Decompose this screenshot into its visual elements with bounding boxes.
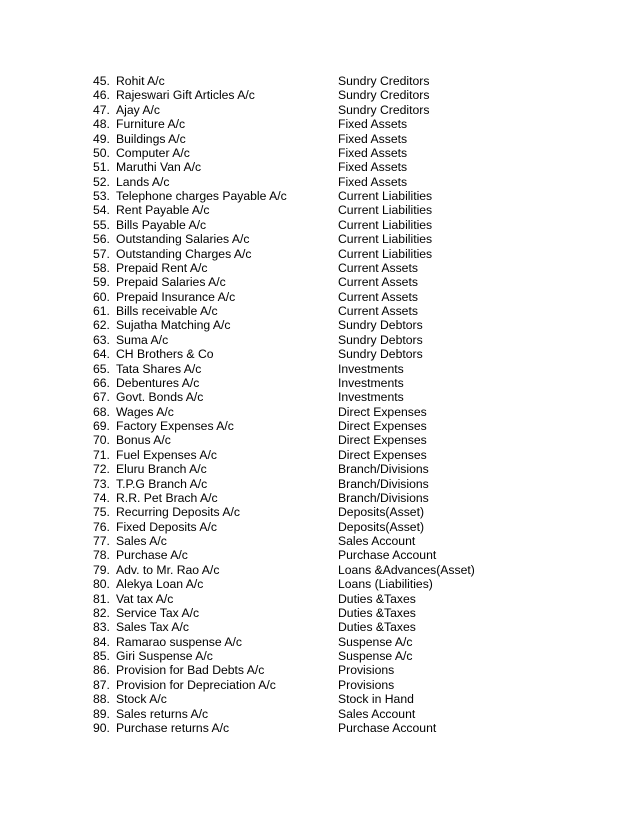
ledger-group: Branch/Divisions bbox=[338, 490, 429, 505]
ledger-name: Outstanding Salaries A/c bbox=[116, 232, 250, 247]
list-item bbox=[93, 160, 513, 174]
list-item bbox=[93, 390, 513, 404]
item-number: 46. bbox=[93, 88, 110, 103]
ledger-name: Eluru Branch A/c bbox=[116, 462, 207, 477]
item-number: 76. bbox=[93, 519, 110, 534]
ledger-group: Duties &Taxes bbox=[338, 591, 416, 606]
ledger-name: Adv. to Mr. Rao A/c bbox=[116, 562, 220, 577]
item-number: 57. bbox=[93, 246, 110, 261]
ledger-name: Tata Shares A/c bbox=[116, 361, 202, 376]
item-number: 49. bbox=[93, 131, 110, 146]
item-number: 81. bbox=[93, 591, 110, 606]
ledger-name: Provision for Bad Debts A/c bbox=[116, 663, 265, 678]
ledger-name: Computer A/c bbox=[116, 145, 190, 160]
ledger-group: Investments bbox=[338, 361, 404, 376]
list-item bbox=[93, 649, 513, 663]
list-item bbox=[93, 534, 513, 548]
ledger-group: Branch/Divisions bbox=[338, 476, 429, 491]
ledger-name: Outstanding Charges A/c bbox=[116, 246, 252, 261]
ledger-name: Service Tax A/c bbox=[116, 605, 200, 620]
ledger-name: Lands A/c bbox=[116, 174, 170, 189]
item-number: 56. bbox=[93, 232, 110, 247]
item-number: 58. bbox=[93, 260, 110, 275]
item-number: 72. bbox=[93, 462, 110, 477]
list-item bbox=[93, 232, 513, 246]
ledger-group: Direct Expenses bbox=[338, 447, 427, 462]
ledger-name: Purchase returns A/c bbox=[116, 720, 230, 735]
ledger-name: CH Brothers & Co bbox=[116, 347, 214, 362]
item-number: 65. bbox=[93, 361, 110, 376]
list-item bbox=[93, 103, 513, 117]
ledger-name: Prepaid Salaries A/c bbox=[116, 275, 226, 290]
ledger-group: Fixed Assets bbox=[338, 117, 408, 132]
ledger-group: Current Assets bbox=[338, 304, 418, 318]
item-number: 47. bbox=[93, 102, 110, 117]
item-number: 86. bbox=[93, 663, 110, 678]
ledger-name: Govt. Bonds A/c bbox=[116, 390, 204, 405]
ledger-name: Maruthi Van A/c bbox=[116, 160, 202, 175]
ledger-group: Branch/Divisions bbox=[338, 462, 429, 477]
ledger-group: Investments bbox=[338, 390, 404, 405]
ledger-group: Fixed Assets bbox=[338, 131, 408, 146]
ledger-name: Furniture A/c bbox=[116, 117, 186, 132]
ledger-name: Prepaid Insurance A/c bbox=[116, 289, 236, 304]
ledger-name: Buildings A/c bbox=[116, 131, 186, 146]
item-number: 50. bbox=[93, 145, 110, 160]
ledger-group: Deposits(Asset) bbox=[338, 505, 425, 520]
ledger-group: Sundry Debtors bbox=[338, 347, 423, 362]
ledger-group: Current Liabilities bbox=[338, 246, 433, 261]
list-item bbox=[93, 663, 513, 677]
list-item bbox=[93, 347, 513, 361]
item-number: 53. bbox=[93, 189, 110, 203]
ledger-group: Provisions bbox=[338, 677, 395, 692]
item-number: 77. bbox=[93, 534, 110, 548]
item-number: 68. bbox=[93, 404, 110, 419]
list-item bbox=[93, 520, 513, 534]
item-number: 87. bbox=[93, 677, 110, 692]
ledger-name: Suma A/c bbox=[116, 332, 169, 347]
ledger-group: Fixed Assets bbox=[338, 160, 408, 175]
list-item bbox=[93, 218, 513, 232]
ledger-group: Fixed Assets bbox=[338, 145, 408, 160]
ledger-name: Sales A/c bbox=[116, 534, 167, 548]
list-item bbox=[93, 203, 513, 217]
list-item bbox=[93, 304, 513, 318]
ledger-name: R.R. Pet Brach A/c bbox=[116, 490, 218, 505]
item-number: 80. bbox=[93, 577, 110, 592]
ledger-group: Sundry Creditors bbox=[338, 74, 430, 88]
item-number: 51. bbox=[93, 160, 110, 175]
list-item bbox=[93, 362, 513, 376]
item-number: 69. bbox=[93, 419, 110, 433]
ledger-group: Purchase Account bbox=[338, 548, 437, 563]
ledger-name: Rohit A/c bbox=[116, 74, 165, 88]
list-item bbox=[93, 132, 513, 146]
list-item bbox=[93, 88, 513, 102]
item-number: 59. bbox=[93, 275, 110, 290]
ledger-group: Current Liabilities bbox=[338, 217, 433, 232]
ledger-group: Current Assets bbox=[338, 289, 418, 304]
list-item bbox=[93, 563, 513, 577]
item-number: 88. bbox=[93, 692, 110, 707]
ledger-group: Current Assets bbox=[338, 275, 418, 290]
list-item bbox=[93, 678, 513, 692]
list-item bbox=[93, 376, 513, 390]
list-item bbox=[93, 189, 513, 203]
ledger-name: Sujatha Matching A/c bbox=[116, 318, 231, 333]
list-item bbox=[93, 433, 513, 447]
ledger-name: Rajeswari Gift Articles A/c bbox=[116, 88, 255, 103]
list-item bbox=[93, 448, 513, 462]
item-number: 78. bbox=[93, 548, 110, 563]
ledger-name: Recurring Deposits A/c bbox=[116, 505, 240, 520]
ledger-name: Stock A/c bbox=[116, 692, 167, 707]
ledger-group: Loans (Liabilities) bbox=[338, 577, 433, 592]
ledger-group: Sales Account bbox=[338, 706, 416, 721]
item-number: 82. bbox=[93, 605, 110, 620]
ledger-group: Current Liabilities bbox=[338, 232, 433, 247]
ledger-name: Debentures A/c bbox=[116, 375, 200, 390]
ledger-group: Duties &Taxes bbox=[338, 620, 416, 635]
list-item bbox=[93, 548, 513, 562]
item-number: 67. bbox=[93, 390, 110, 405]
item-number: 64. bbox=[93, 347, 110, 362]
list-item bbox=[93, 577, 513, 591]
item-number: 63. bbox=[93, 332, 110, 347]
ledger-name: Provision for Depreciation A/c bbox=[116, 677, 276, 692]
item-number: 66. bbox=[93, 375, 110, 390]
ledger-name: Factory Expenses A/c bbox=[116, 419, 234, 433]
ledger-name: T.P.G Branch A/c bbox=[116, 476, 208, 491]
ledger-group: Purchase Account bbox=[338, 720, 437, 735]
item-number: 74. bbox=[93, 490, 110, 505]
item-number: 73. bbox=[93, 476, 110, 491]
ledger-group: Direct Expenses bbox=[338, 419, 427, 433]
ledger-group: Deposits(Asset) bbox=[338, 519, 425, 534]
ledger-group: Provisions bbox=[338, 663, 395, 678]
list-item bbox=[93, 405, 513, 419]
item-number: 60. bbox=[93, 289, 110, 304]
item-number: 90. bbox=[93, 720, 110, 735]
list-item bbox=[93, 290, 513, 304]
ledger-name: Bills receivable A/c bbox=[116, 304, 218, 318]
list-item bbox=[93, 707, 513, 721]
item-number: 83. bbox=[93, 620, 110, 635]
list-item bbox=[93, 620, 513, 634]
ledger-group: Fixed Assets bbox=[338, 174, 408, 189]
ledger-list bbox=[93, 74, 513, 735]
item-number: 75. bbox=[93, 505, 110, 520]
ledger-name: Telephone charges Payable A/c bbox=[116, 189, 287, 203]
item-number: 84. bbox=[93, 634, 110, 649]
item-number: 45. bbox=[93, 74, 110, 88]
ledger-group: Suspense A/c bbox=[338, 649, 413, 663]
item-number: 54. bbox=[93, 203, 110, 218]
list-item bbox=[93, 721, 513, 735]
ledger-name: Vat tax A/c bbox=[116, 591, 174, 606]
item-number: 48. bbox=[93, 117, 110, 132]
ledger-group: Investments bbox=[338, 375, 404, 390]
list-item bbox=[93, 247, 513, 261]
list-item bbox=[93, 261, 513, 275]
list-item bbox=[93, 175, 513, 189]
ledger-group: Sundry Debtors bbox=[338, 332, 423, 347]
list-item bbox=[93, 477, 513, 491]
ledger-group: Current Liabilities bbox=[338, 203, 433, 218]
ledger-name: Wages A/c bbox=[116, 404, 174, 419]
ledger-group: Stock in Hand bbox=[338, 692, 414, 707]
ledger-name: Giri Suspense A/c bbox=[116, 649, 213, 663]
list-item bbox=[93, 74, 513, 88]
list-item bbox=[93, 117, 513, 131]
list-item bbox=[93, 462, 513, 476]
ledger-group: Sales Account bbox=[338, 534, 416, 548]
item-number: 61. bbox=[93, 304, 110, 318]
list-item bbox=[93, 491, 513, 505]
ledger-name: Fuel Expenses A/c bbox=[116, 447, 217, 462]
ledger-name: Ajay A/c bbox=[116, 102, 161, 117]
item-number: 52. bbox=[93, 174, 110, 189]
ledger-name: Purchase A/c bbox=[116, 548, 188, 563]
ledger-name: Alekya Loan A/c bbox=[116, 577, 204, 592]
list-item bbox=[93, 592, 513, 606]
ledger-group: Direct Expenses bbox=[338, 404, 427, 419]
item-number: 85. bbox=[93, 649, 110, 663]
ledger-group: Duties &Taxes bbox=[338, 605, 416, 620]
ledger-group: Current Assets bbox=[338, 260, 418, 275]
ledger-group: Current Liabilities bbox=[338, 189, 433, 203]
item-number: 89. bbox=[93, 706, 110, 721]
list-item bbox=[93, 419, 513, 433]
ledger-name: Prepaid Rent A/c bbox=[116, 260, 208, 275]
ledger-group: Suspense A/c bbox=[338, 634, 413, 649]
item-number: 62. bbox=[93, 318, 110, 333]
ledger-name: Sales returns A/c bbox=[116, 706, 209, 721]
list-item bbox=[93, 606, 513, 620]
list-item bbox=[93, 635, 513, 649]
list-item bbox=[93, 146, 513, 160]
item-number: 55. bbox=[93, 217, 110, 232]
list-item bbox=[93, 692, 513, 706]
ledger-name: Bonus A/c bbox=[116, 433, 171, 448]
ledger-group: Loans &Advances(Asset) bbox=[338, 562, 475, 577]
ledger-group: Direct Expenses bbox=[338, 433, 427, 448]
ledger-group: Sundry Debtors bbox=[338, 318, 423, 333]
list-item bbox=[93, 318, 513, 332]
item-number: 79. bbox=[93, 562, 110, 577]
ledger-name: Ramarao suspense A/c bbox=[116, 634, 243, 649]
list-item bbox=[93, 275, 513, 289]
ledger-name: Sales Tax A/c bbox=[116, 620, 189, 635]
item-number: 71. bbox=[93, 447, 110, 462]
ledger-group: Sundry Creditors bbox=[338, 102, 430, 117]
item-number: 70. bbox=[93, 433, 110, 448]
list-item bbox=[93, 333, 513, 347]
list-item bbox=[93, 505, 513, 519]
ledger-name: Bills Payable A/c bbox=[116, 217, 207, 232]
ledger-name: Fixed Deposits A/c bbox=[116, 519, 217, 534]
ledger-name: Rent Payable A/c bbox=[116, 203, 210, 218]
ledger-group: Sundry Creditors bbox=[338, 88, 430, 103]
